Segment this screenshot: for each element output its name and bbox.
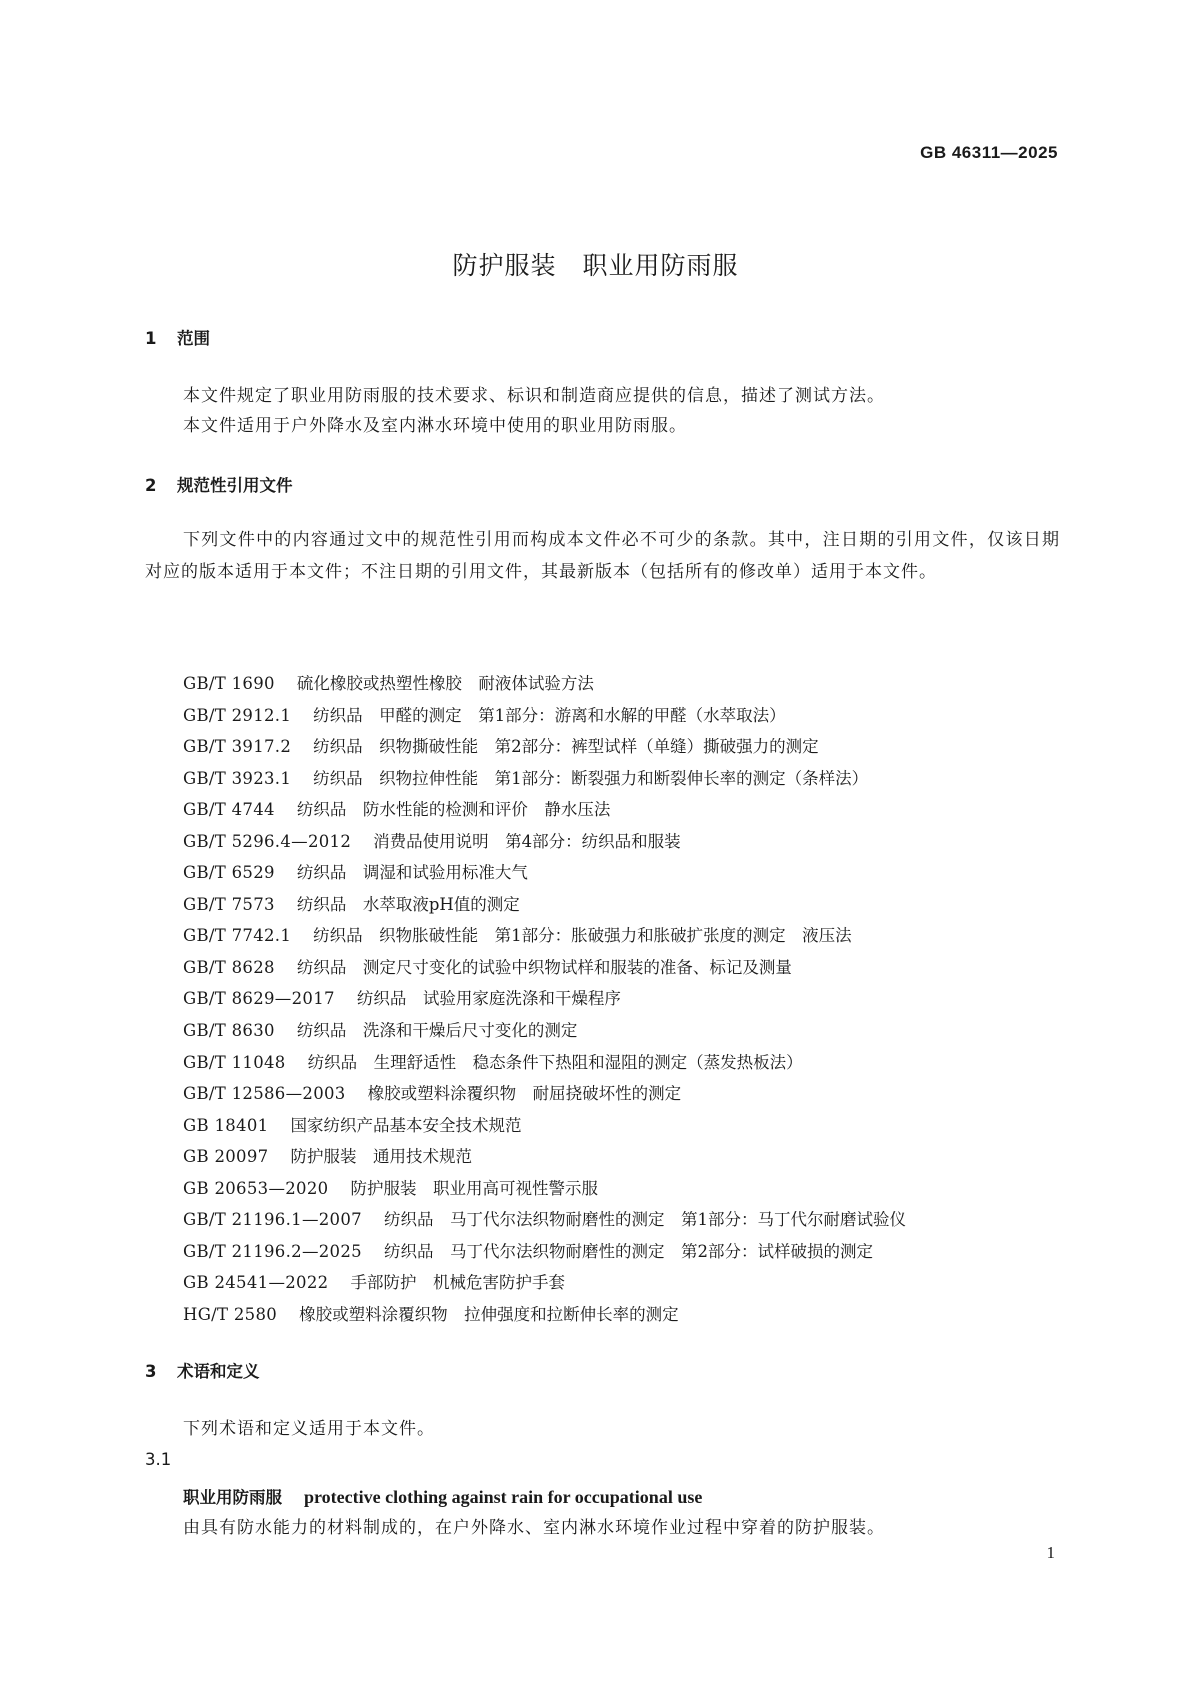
- reference-code: GB/T 21196.1—2007: [183, 1210, 362, 1230]
- term-definition: 由具有防水能力的材料制成的，在户外降水、室内淋水环境作业过程中穿着的防护服装。: [183, 1518, 885, 1538]
- reference-item: [183, 1204, 906, 1236]
- reference-item: [183, 763, 906, 795]
- reference-title: 防护服装 通用技术规范: [290, 1147, 472, 1167]
- reference-title: 纺织品 试验用家庭洗涤和干燥程序: [356, 989, 621, 1009]
- term-heading: [183, 1484, 702, 1508]
- reference-code: GB 20097: [183, 1147, 269, 1167]
- reference-code: GB/T 2912.1: [183, 705, 292, 725]
- reference-code: GB 20653—2020: [183, 1178, 329, 1198]
- reference-item: [183, 1236, 906, 1268]
- section-number: 2: [145, 476, 157, 495]
- reference-code: GB 24541—2022: [183, 1273, 329, 1293]
- reference-title: 纺织品 甲醛的测定 第1部分：游离和水解的甲醛（水萃取法）: [313, 705, 786, 725]
- reference-code: GB/T 7742.1: [183, 926, 292, 946]
- reference-title: 橡胶或塑料涂覆织物 耐屈挠破坏性的测定: [367, 1084, 682, 1104]
- reference-item: [183, 1141, 906, 1173]
- reference-item: [183, 1015, 906, 1047]
- reference-item: [183, 1078, 906, 1110]
- section-3-intro: 下列术语和定义适用于本文件。: [183, 1419, 435, 1439]
- paragraph: 本文件规定了职业用防雨服的技术要求、标识和制造商应提供的信息，描述了测试方法。: [183, 386, 885, 406]
- section-1-heading: [145, 325, 210, 349]
- reference-title: 纺织品 织物胀破性能 第1部分：胀破强力和胀破扩张度的测定 液压法: [313, 926, 852, 946]
- reference-code: GB/T 21196.2—2025: [183, 1241, 362, 1261]
- reference-item: [183, 700, 906, 732]
- reference-code: GB/T 5296.4—2012: [183, 831, 352, 851]
- section-title: 规范性引用文件: [177, 476, 293, 495]
- reference-code: GB/T 12586—2003: [183, 1084, 346, 1104]
- section-number: 3: [145, 1362, 157, 1381]
- reference-item: [183, 1173, 906, 1205]
- paragraph: 本文件适用于户外降水及室内淋水环境中使用的职业用防雨服。: [183, 416, 687, 436]
- reference-code: GB/T 8628: [183, 957, 275, 977]
- section-2-intro: 下列文件中的内容通过文中的规范性引用而构成本文件必不可少的条款。其中，注日期的引用文件，仅该日期对应的版本适用于本文件；不注日期的引用文件，其最新版本（包括所有的修改单）适用于本文件。: [145, 530, 1060, 582]
- reference-title: 消费品使用说明 第4部分：纺织品和服装: [373, 831, 681, 851]
- reference-title: 纺织品 织物撕破性能 第2部分：裤型试样（单缝）撕破强力的测定: [313, 737, 819, 757]
- reference-code: GB/T 7573: [183, 894, 275, 914]
- reference-code: GB/T 8630: [183, 1021, 275, 1041]
- standard-code: GB 46311—2025: [920, 143, 1058, 162]
- term-chinese: 职业用防雨服: [183, 1488, 282, 1507]
- reference-item: [183, 952, 906, 984]
- reference-title: 国家纺织产品基本安全技术规范: [290, 1115, 522, 1135]
- reference-title: 手部防护 机械危害防护手套: [350, 1273, 565, 1293]
- reference-title: 纺织品 织物拉伸性能 第1部分：断裂强力和断裂伸长率的测定（条样法）: [313, 768, 869, 788]
- reference-item: [183, 1267, 906, 1299]
- reference-title: 橡胶或塑料涂覆织物 拉伸强度和拉断伸长率的测定: [299, 1304, 679, 1324]
- reference-code: GB/T 4744: [183, 800, 275, 820]
- reference-item: [183, 794, 906, 826]
- reference-title: 硫化橡胶或热塑性橡胶 耐液体试验方法: [296, 674, 594, 693]
- document-title: 防护服装 职业用防雨服: [452, 251, 739, 280]
- reference-title: 纺织品 生理舒适性 稳态条件下热阻和湿阻的测定（蒸发热板法）: [307, 1052, 803, 1072]
- reference-title: 纺织品 水萃取液pH值的测定: [296, 894, 520, 914]
- reference-item: [183, 731, 906, 763]
- section-2-heading: [145, 472, 293, 496]
- reference-code: GB/T 3917.2: [183, 737, 292, 757]
- reference-title: 纺织品 测定尺寸变化的试验中织物试样和服装的准备、标记及测量: [296, 957, 792, 977]
- reference-item: [183, 668, 906, 700]
- reference-code: GB/T 8629—2017: [183, 989, 335, 1009]
- reference-item: [183, 857, 906, 889]
- reference-title: 纺织品 马丁代尔法织物耐磨性的测定 第2部分：试样破损的测定: [383, 1241, 873, 1261]
- reference-item: [183, 920, 906, 952]
- reference-title: 纺织品 马丁代尔法织物耐磨性的测定 第1部分：马丁代尔耐磨试验仪: [383, 1210, 906, 1230]
- section-title: 范围: [177, 329, 210, 348]
- reference-code: GB/T 1690: [183, 674, 275, 693]
- section-number: 1: [145, 329, 157, 348]
- reference-title: 纺织品 调湿和试验用标准大气: [296, 863, 528, 883]
- section-3-heading: [145, 1358, 260, 1382]
- term-english: protective clothing against rain for occupational use: [304, 1487, 703, 1507]
- reference-item: [183, 889, 906, 921]
- reference-code: HG/T 2580: [183, 1304, 278, 1324]
- reference-code: GB/T 6529: [183, 863, 275, 883]
- reference-list: [183, 668, 906, 1330]
- term-number: 3.1: [145, 1450, 172, 1469]
- reference-code: GB/T 11048: [183, 1052, 286, 1072]
- reference-item: [183, 1110, 906, 1142]
- reference-title: 防护服装 职业用高可视性警示服: [350, 1178, 598, 1198]
- reference-code: GB/T 3923.1: [183, 768, 292, 788]
- reference-item: [183, 826, 906, 858]
- page-number: 1: [1046, 1543, 1055, 1562]
- reference-item: [183, 1047, 906, 1079]
- reference-item: [183, 1299, 906, 1331]
- reference-title: 纺织品 防水性能的检测和评价 静水压法: [296, 800, 611, 820]
- reference-item: [183, 983, 906, 1015]
- reference-code: GB 18401: [183, 1115, 269, 1135]
- reference-title: 纺织品 洗涤和干燥后尺寸变化的测定: [296, 1021, 578, 1041]
- section-title: 术语和定义: [177, 1362, 260, 1381]
